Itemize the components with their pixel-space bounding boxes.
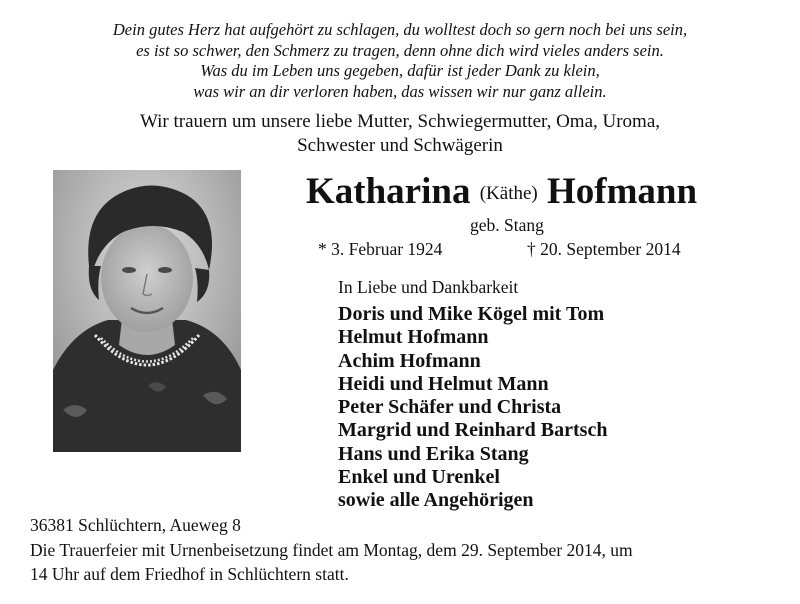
- poem-line: Dein gutes Herz hat aufgehört zu schlagen, du wolltest doch so gern noch bei uns sein,: [112, 20, 688, 39]
- poem-line: Was du im Leben uns gegeben, dafür ist jeder Dank zu klein,: [200, 61, 600, 80]
- poem-line: es ist so schwer, den Schmerz zu tragen, denn ohne dich wird vieles anders sein.: [136, 40, 664, 60]
- address: 36381 Schlüchtern, Aueweg 8: [30, 515, 241, 535]
- poem: [0, 20, 800, 102]
- nickname: (Käthe): [479, 183, 538, 204]
- mourner: Heidi und Helmut Mann: [338, 372, 549, 395]
- mourner: Doris und Mike Kögel mit Tom: [338, 303, 605, 325]
- first-name: Katharina: [306, 171, 471, 212]
- poem-line: was wir an dir verloren haben, das wissen wir nur ganz allein.: [193, 81, 607, 101]
- intro-text: [0, 110, 800, 158]
- deceased-name: [306, 170, 738, 216]
- service-line: 14 Uhr auf dem Friedhof in Schlüchtern statt.: [30, 564, 349, 584]
- portrait-photo: [53, 170, 241, 452]
- death-date: † 20. September 2014: [527, 239, 681, 259]
- birth-name: geb. Stang: [470, 215, 544, 235]
- mourner: Achim Hofmann: [338, 349, 481, 372]
- greeting: In Liebe und Dankbarkeit: [338, 277, 519, 297]
- mourner: sowie alle Angehörigen: [338, 489, 534, 512]
- intro-line: Wir trauern um unsere liebe Mutter, Schwiegermutter, Oma, Uroma,: [139, 111, 661, 132]
- birth-date: * 3. Februar 1924: [318, 239, 443, 259]
- mourners-list: [338, 303, 607, 513]
- service-line: Die Trauerfeier mit Urnenbeisetzung findet am Montag, dem 29. September 2014, um: [30, 540, 633, 560]
- mourner: Hans und Erika Stang: [338, 442, 529, 465]
- funeral-service-info: [30, 538, 790, 586]
- intro-line: Schwester und Schwägerin: [297, 135, 503, 156]
- mourner: Enkel und Urenkel: [338, 466, 500, 489]
- mourner: Peter Schäfer und Christa: [338, 396, 562, 419]
- mourner: Margrid und Reinhard Bartsch: [338, 419, 608, 442]
- mourner: Helmut Hofmann: [338, 326, 489, 349]
- last-name: Hofmann: [547, 171, 698, 212]
